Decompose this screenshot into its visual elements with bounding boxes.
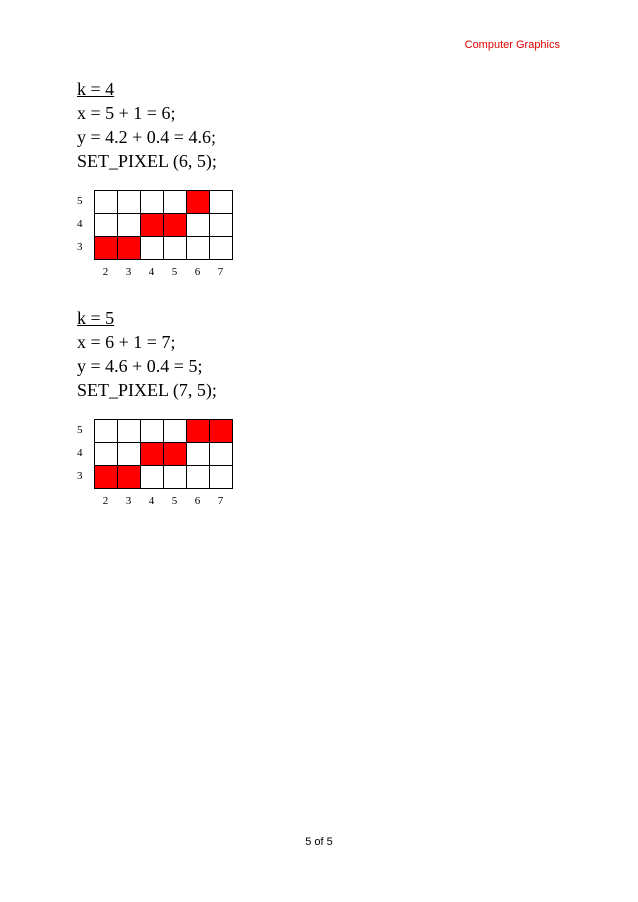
y-label: 5 — [77, 195, 83, 207]
pixel-cell — [141, 237, 164, 260]
x-labels — [94, 495, 232, 507]
step-y-line: y = 4.2 + 0.4 = 4.6; — [77, 127, 216, 147]
y-label: 3 — [77, 470, 83, 482]
y-label: 4 — [77, 218, 83, 230]
x-label: 5 — [171, 495, 178, 507]
step-k5 — [77, 306, 217, 402]
step-k-label: k = 5 — [77, 308, 115, 328]
pixel-cell — [164, 466, 187, 489]
pixel-cell — [95, 420, 118, 443]
x-label: 7 — [217, 266, 224, 278]
x-labels — [94, 266, 232, 278]
pixel-cell-filled — [187, 191, 210, 214]
pixel-cell-filled — [95, 466, 118, 489]
x-label: 3 — [125, 266, 132, 278]
pixel-cell-filled — [164, 214, 187, 237]
step-set-pixel: SET_PIXEL (6, 5); — [77, 151, 217, 171]
y-label: 5 — [77, 424, 83, 436]
x-label: 3 — [125, 495, 132, 507]
pixel-cell — [187, 466, 210, 489]
x-label: 4 — [148, 266, 155, 278]
y-label: 4 — [77, 447, 83, 459]
page-number: 5 of 5 — [305, 836, 333, 848]
pixel-cell-filled — [118, 237, 141, 260]
pixel-cell-filled — [118, 466, 141, 489]
pixel-cell — [187, 214, 210, 237]
pixel-cell — [141, 191, 164, 214]
step-x-line: x = 6 + 1 = 7; — [77, 332, 176, 352]
step-k-label: k = 4 — [77, 79, 115, 99]
step-k4 — [77, 77, 217, 173]
pixel-cell — [187, 237, 210, 260]
pixel-grid-cells — [94, 419, 233, 489]
x-label: 5 — [171, 266, 178, 278]
step-set-pixel: SET_PIXEL (7, 5); — [77, 380, 217, 400]
pixel-cell — [118, 214, 141, 237]
pixel-cell — [210, 237, 233, 260]
pixel-cell — [95, 214, 118, 237]
x-label: 6 — [194, 495, 201, 507]
pixel-cell-filled — [164, 443, 187, 466]
pixel-cell — [210, 191, 233, 214]
pixel-cell — [210, 466, 233, 489]
pixel-cell — [118, 191, 141, 214]
pixel-cell — [210, 443, 233, 466]
pixel-cell-filled — [141, 443, 164, 466]
pixel-cell — [118, 443, 141, 466]
pixel-cell — [141, 466, 164, 489]
y-label: 3 — [77, 241, 83, 253]
pixel-cell-filled — [95, 237, 118, 260]
pixel-cell — [95, 191, 118, 214]
step-y-line: y = 4.6 + 0.4 = 5; — [77, 356, 203, 376]
pixel-cell — [164, 191, 187, 214]
x-label: 2 — [102, 266, 109, 278]
pixel-cell — [187, 443, 210, 466]
x-label: 4 — [148, 495, 155, 507]
x-label: 7 — [217, 495, 224, 507]
pixel-cell — [118, 420, 141, 443]
pixel-cell-filled — [210, 420, 233, 443]
pixel-cell-filled — [141, 214, 164, 237]
pixel-cell — [95, 443, 118, 466]
x-label: 2 — [102, 495, 109, 507]
pixel-grid-cells — [94, 190, 233, 260]
page-header: Computer Graphics — [464, 39, 560, 51]
x-label: 6 — [194, 266, 201, 278]
pixel-cell — [164, 420, 187, 443]
pixel-cell-filled — [187, 420, 210, 443]
pixel-cell — [210, 214, 233, 237]
pixel-cell — [164, 237, 187, 260]
step-x-line: x = 5 + 1 = 6; — [77, 103, 176, 123]
pixel-cell — [141, 420, 164, 443]
